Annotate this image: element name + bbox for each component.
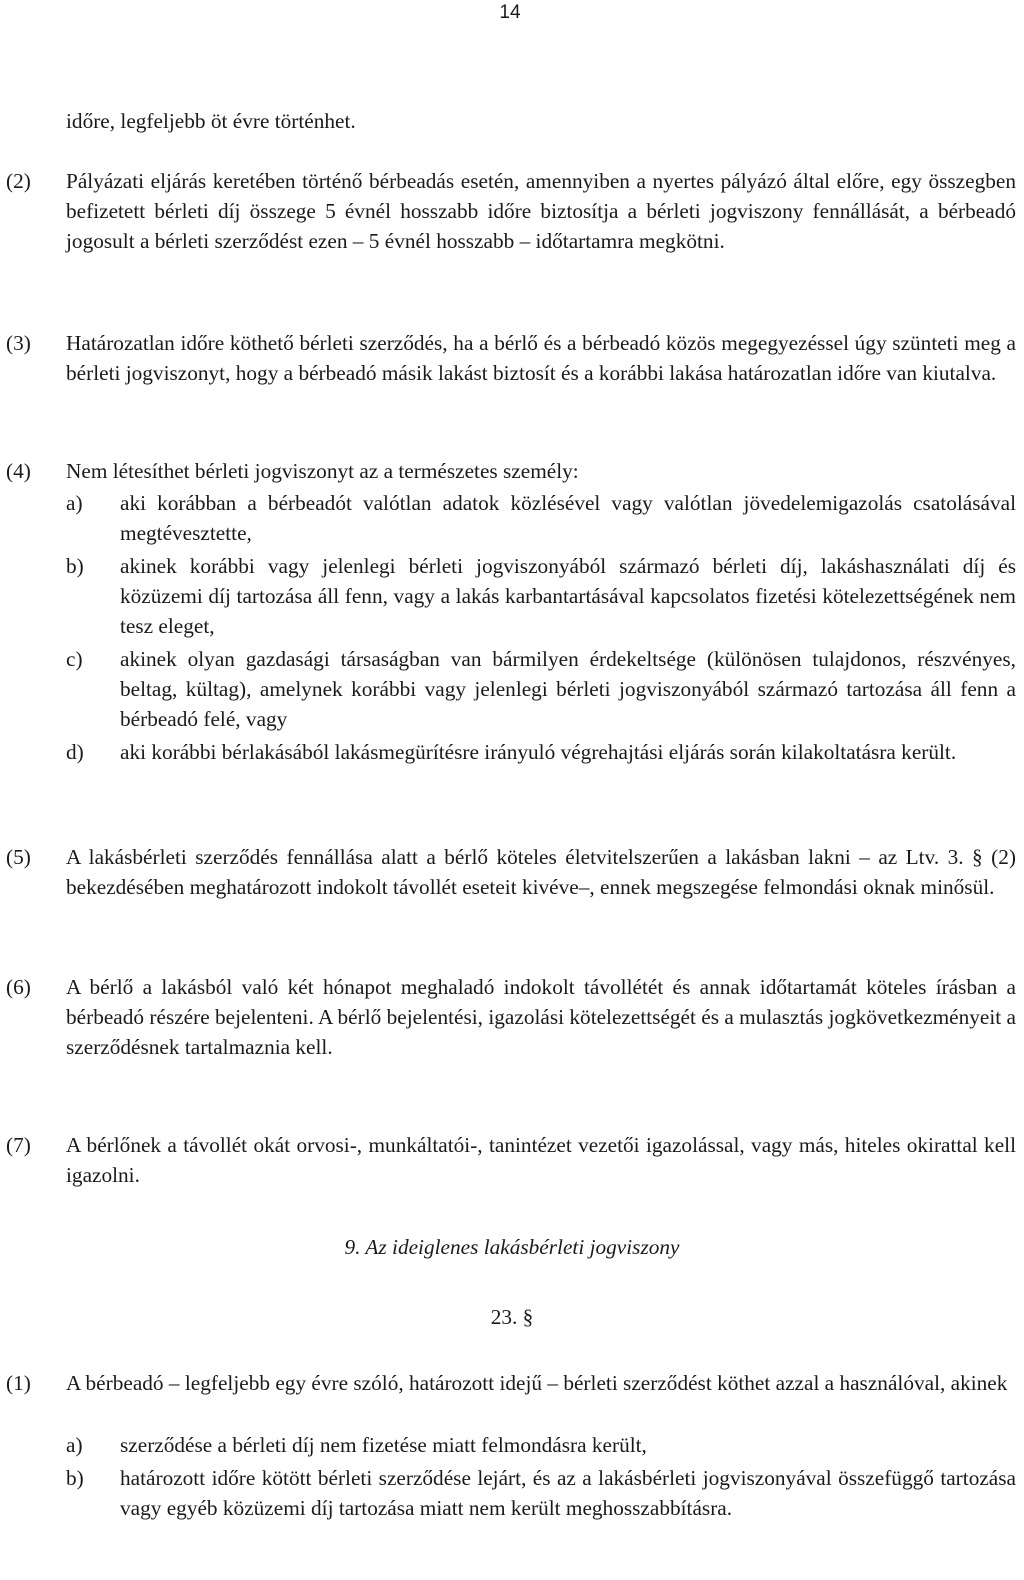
list-item-label: c) [66,647,83,671]
section23-paragraph-1-lead: A bérbeadó – legfeljebb egy évre szóló, határozott idejű – bérleti szerződést köthet azzal a használóval, akinek [66,1371,1008,1395]
paragraph-3-text: Határozatlan időre köthető bérleti szerződés, ha a bérlő és a bérbeadó közös megegyezéssel úgy szünteti meg a bérleti jogviszonyt, hogy a bérbeadó másik lakást biztosít és a korábbi lakása határozatlan időre van kiutalva. [66,331,1016,385]
section23-paragraph-1-list [66,1430,1016,1523]
section-mark: 23. § [490,1305,534,1329]
page-number: 14 [499,2,521,23]
paragraph-number-1: (1) [6,1371,31,1395]
list-item-text: határozott időre kötött bérleti szerződése lejárt, és az a lakásbérleti jogviszonyával összefüggő tartozása vagy egyéb közüzemi díj tartozása miatt nem került meghosszabbításra. [120,1466,1016,1520]
list-item [66,1430,1016,1460]
intro-line: időre, legfeljebb öt évre történhet. [66,109,356,133]
paragraph-4-list [66,488,1016,767]
list-item-label: b) [66,1466,84,1490]
paragraph-number-7: (7) [6,1133,31,1157]
paragraph-number-4: (4) [6,459,31,483]
list-item [66,644,1016,734]
list-item-text: szerződése a bérleti díj nem fizetése miatt felmondásra került, [120,1433,647,1457]
list-item-text: aki korábban a bérbeadót valótlan adatok közlésével vagy valótlan jövedelemigazolás csatolásával megtévesztette, [120,491,1016,545]
list-item [66,737,1016,767]
paragraph-5-text: A lakásbérleti szerződés fennállása alatt a bérlő köteles életvitelszerűen a lakásban lakni – az Ltv. 3. § (2) bekezdésében meghatározott indokolt távollét eseteit kivéve–, ennek megszegése felmondási oknak minősül. [66,845,1016,899]
list-item-label: a) [66,1433,83,1457]
list-item [66,488,1016,548]
paragraph-number-2: (2) [6,169,31,193]
paragraph-2-text: Pályázati eljárás keretében történő bérbeadás esetén, amennyiben a nyertes pályázó által előre, egy összegben befizetett bérleti díj összege 5 évnél hosszabb időre biztosítja a bérleti jogviszony fennállását, a bérbeadó jogosult a bérleti szerződést ezen – 5 évnél hosszabb – időtartamra megkötni. [66,169,1016,253]
list-item-label: a) [66,491,83,515]
subheading: 9. Az ideiglenes lakásbérleti jogviszony [344,1235,680,1259]
list-item-label: d) [66,740,84,764]
list-item-text: akinek korábbi vagy jelenlegi bérleti jogviszonyából származó bérleti díj, lakáshasználati díj és közüzemi díj tartozása áll fenn, vagy a lakás karbantartásával kapcsolatos fizetési kötelezettségének nem tesz eleget, [120,554,1016,638]
paragraph-7-text: A bérlőnek a távollét okát orvosi-, munkáltatói-, tanintézet vezetői igazolással, vagy más, hiteles okirattal kell igazolni. [66,1133,1016,1187]
paragraph-number-5: (5) [6,845,31,869]
list-item [66,1463,1016,1523]
list-item-label: b) [66,554,84,578]
list-item [66,551,1016,641]
paragraph-number-3: (3) [6,331,31,355]
paragraph-number-6: (6) [6,975,31,999]
paragraph-6-text: A bérlő a lakásból való két hónapot meghaladó indokolt távollétét és annak időtartamát köteles írásban a bérbeadó részére bejelenteni. A bérlő bejelentési, igazolási kötelezettségét és a mulasztás jogkövetkezményeit a szerződésnek tartalmaznia kell. [66,975,1016,1059]
list-item-text: akinek olyan gazdasági társaságban van bármilyen érdekeltsége (különösen tulajdonos, részvényes, beltag, kültag), amelynek korábbi vagy jelenlegi bérleti jogviszonyából származó tartozása áll fenn a bérbeadó felé, vagy [120,647,1016,731]
paragraph-4-lead: Nem létesíthet bérleti jogviszonyt az a természetes személy: [66,459,579,483]
list-item-text: aki korábbi bérlakásából lakásmegürítésre irányuló végrehajtási eljárás során kilakoltatásra került. [120,740,957,764]
